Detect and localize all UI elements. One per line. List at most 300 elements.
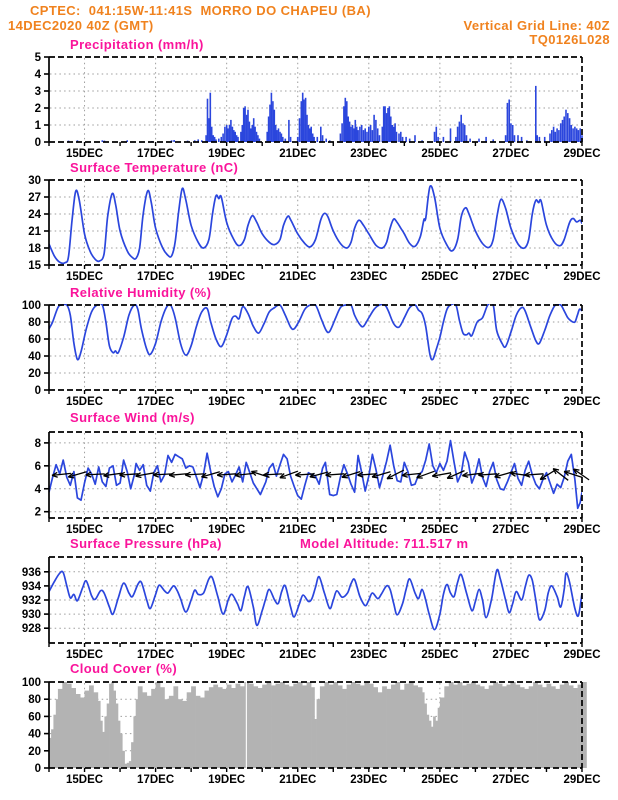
- bar: [457, 127, 459, 142]
- bar: [116, 704, 119, 769]
- bar: [547, 684, 552, 768]
- y-tick-label: 4: [34, 69, 41, 81]
- bar: [257, 135, 259, 142]
- bar: [386, 113, 388, 142]
- bar: [462, 685, 467, 768]
- bar: [290, 137, 292, 142]
- bar: [356, 127, 358, 142]
- bar: [252, 125, 254, 142]
- bar: [209, 687, 214, 768]
- x-tick-label: 27DEC: [492, 524, 530, 536]
- bar: [244, 106, 246, 142]
- y-tick-label: 4: [34, 483, 41, 496]
- bar: [276, 130, 278, 142]
- bar: [389, 106, 391, 142]
- y-tick-label: 40: [28, 351, 41, 363]
- panel-title-cloud-cover: Cloud Cover (%): [70, 661, 178, 676]
- bar: [555, 132, 557, 142]
- x-tick-label: 29DEC: [563, 524, 601, 536]
- bar: [378, 692, 383, 768]
- wind-arrowhead: [462, 476, 468, 478]
- bar: [234, 132, 236, 142]
- bar: [227, 685, 232, 768]
- x-tick-label: 17DEC: [137, 649, 175, 661]
- bar: [275, 125, 277, 142]
- x-tick-label: 21DEC: [279, 774, 317, 786]
- bar: [276, 684, 281, 768]
- bar: [151, 689, 156, 768]
- bar: [302, 685, 307, 768]
- bar: [129, 761, 132, 768]
- bar: [353, 128, 355, 142]
- bar: [347, 685, 352, 768]
- bar: [247, 110, 249, 142]
- bar: [355, 120, 357, 142]
- bar: [578, 130, 580, 142]
- bar: [122, 751, 125, 768]
- bar: [444, 686, 449, 768]
- bar: [53, 715, 56, 768]
- bar: [383, 106, 385, 142]
- bar: [309, 128, 311, 142]
- bar: [293, 684, 298, 768]
- y-tick-label: 3: [34, 86, 41, 98]
- y-tick-label: 100: [21, 300, 41, 312]
- y-tick-label: 1: [34, 120, 41, 132]
- bar: [271, 93, 273, 142]
- x-tick-label: 17DEC: [137, 271, 175, 283]
- bar: [538, 685, 543, 768]
- bar: [262, 685, 267, 768]
- bar: [229, 125, 231, 142]
- bar: [289, 686, 294, 768]
- bar: [478, 139, 480, 142]
- bar: [240, 132, 242, 142]
- bar: [387, 108, 389, 142]
- y-tick-label: 8: [34, 437, 41, 450]
- bar: [436, 127, 438, 142]
- bar: [205, 691, 210, 768]
- bar: [232, 127, 234, 142]
- wind-arrowhead: [202, 477, 208, 478]
- bar: [280, 682, 285, 768]
- bar: [173, 686, 178, 768]
- bar: [493, 682, 498, 768]
- bar: [200, 698, 205, 769]
- bar: [572, 128, 574, 142]
- panel-relative-humidity: [22, 300, 601, 408]
- x-tick-label: 15DEC: [65, 774, 104, 786]
- bar: [507, 685, 512, 768]
- bar: [434, 132, 436, 142]
- bar: [533, 682, 538, 768]
- x-tick-label: 17DEC: [137, 524, 175, 536]
- x-tick-label: 29DEC: [563, 271, 601, 283]
- bar: [249, 684, 254, 768]
- y-tick-label: 24: [28, 209, 41, 221]
- bar: [438, 708, 441, 768]
- bar: [524, 689, 529, 768]
- bar: [113, 691, 116, 768]
- bar: [307, 682, 312, 768]
- bar: [226, 125, 228, 142]
- bar: [67, 684, 72, 768]
- cloud-cover-fill: [49, 682, 587, 768]
- bar: [569, 118, 571, 142]
- bar: [205, 135, 207, 142]
- x-tick-label: 23DEC: [350, 649, 388, 661]
- bar: [142, 692, 147, 768]
- bar: [529, 686, 534, 768]
- x-tick-label: 23DEC: [350, 271, 388, 283]
- x-tick-label: 19DEC: [208, 649, 246, 661]
- x-tick-label: 29DEC: [563, 774, 601, 786]
- bar: [131, 742, 134, 768]
- bar: [196, 696, 201, 768]
- bar: [467, 684, 472, 768]
- x-tick-label: 25DEC: [421, 524, 459, 536]
- panel-precipitation: [35, 52, 601, 160]
- bar: [564, 682, 569, 768]
- y-tick-label: 2: [34, 103, 41, 115]
- x-tick-label: 21DEC: [279, 148, 317, 160]
- bar: [272, 101, 274, 142]
- bar: [230, 120, 232, 142]
- bar: [349, 122, 351, 142]
- bar: [393, 127, 395, 142]
- y-tick-label: 21: [28, 226, 41, 238]
- bar: [187, 692, 192, 768]
- x-tick-label: 15DEC: [65, 271, 104, 283]
- bar: [460, 115, 462, 142]
- y-tick-label: 60: [28, 711, 41, 724]
- bar: [104, 716, 107, 768]
- bar: [414, 135, 416, 142]
- x-tick-label: 29DEC: [563, 649, 601, 661]
- bar: [390, 117, 392, 143]
- bar: [213, 685, 218, 768]
- bar: [505, 135, 507, 142]
- bar: [379, 135, 381, 142]
- panel-surface-wind: [35, 432, 601, 536]
- x-tick-label: 15DEC: [65, 396, 104, 408]
- x-tick-label: 23DEC: [350, 396, 388, 408]
- bar: [325, 139, 327, 142]
- bar: [303, 100, 305, 143]
- bar: [384, 106, 386, 142]
- bar: [462, 123, 464, 142]
- x-tick-label: 25DEC: [421, 774, 459, 786]
- bar: [366, 132, 368, 142]
- panel-title-pressure: Surface Pressure (hPa): [70, 536, 222, 551]
- bar: [556, 128, 558, 142]
- bar: [278, 128, 280, 142]
- bar: [212, 135, 214, 142]
- y-tick-label: 934: [21, 580, 41, 593]
- bar: [361, 125, 363, 142]
- x-tick-label: 21DEC: [279, 524, 317, 536]
- bar: [311, 687, 315, 768]
- model-altitude-label: Model Altitude: 711.517 m: [300, 536, 469, 551]
- bar: [579, 128, 581, 142]
- wind-arrowhead: [68, 477, 74, 478]
- bar: [147, 696, 152, 768]
- x-tick-label: 19DEC: [208, 271, 246, 283]
- bar: [576, 128, 578, 142]
- bar: [440, 698, 445, 769]
- bar: [306, 115, 308, 142]
- bar: [320, 127, 322, 142]
- y-tick-label: 18: [28, 243, 41, 255]
- y-tick-label: 930: [21, 609, 41, 622]
- bar: [138, 686, 143, 768]
- x-tick-label: 23DEC: [350, 774, 388, 786]
- x-tick-label: 15DEC: [65, 524, 104, 536]
- bar: [342, 689, 347, 768]
- y-tick-label: 80: [28, 317, 41, 329]
- bar: [357, 130, 359, 142]
- y-tick-label: 27: [28, 192, 41, 204]
- panel-surface-temperature: [28, 175, 600, 283]
- bar: [305, 98, 307, 142]
- bar: [345, 98, 347, 142]
- bar: [363, 130, 365, 142]
- bar: [563, 117, 565, 143]
- y-tick-label: 40: [28, 728, 41, 741]
- bar: [409, 682, 414, 768]
- bar: [271, 685, 276, 768]
- bar: [301, 101, 303, 142]
- bar: [227, 128, 229, 142]
- x-tick-label: 29DEC: [563, 148, 601, 160]
- x-tick-label: 23DEC: [350, 148, 388, 160]
- y-tick-label: 0: [34, 137, 41, 149]
- bar: [565, 110, 567, 142]
- bar: [211, 127, 213, 142]
- bar: [169, 696, 174, 768]
- x-tick-label: 23DEC: [350, 524, 388, 536]
- bar: [253, 118, 255, 142]
- bar: [133, 716, 136, 768]
- bar: [236, 135, 238, 142]
- y-tick-label: 936: [21, 566, 41, 579]
- bar: [317, 137, 319, 142]
- bar: [551, 686, 556, 768]
- bar: [254, 127, 256, 142]
- bar: [178, 699, 183, 768]
- y-tick-label: 20: [28, 368, 41, 380]
- bar: [511, 682, 516, 768]
- bar: [85, 691, 90, 768]
- bar: [233, 130, 235, 142]
- bar: [51, 729, 54, 768]
- x-tick-label: 21DEC: [279, 649, 317, 661]
- bar: [558, 130, 560, 142]
- bar: [394, 123, 396, 142]
- bar: [298, 682, 303, 768]
- bar: [498, 684, 503, 768]
- bar: [356, 684, 361, 768]
- bar: [466, 135, 468, 142]
- panel-title-humidity: Relative Humidity (%): [70, 285, 212, 300]
- bar: [302, 93, 304, 142]
- bar: [555, 689, 560, 768]
- bar: [370, 125, 372, 142]
- x-tick-label: 17DEC: [137, 148, 175, 160]
- bar: [364, 128, 366, 142]
- bar: [98, 701, 101, 768]
- bar: [249, 122, 251, 142]
- bar: [352, 125, 354, 142]
- wind-arrowhead: [402, 475, 408, 477]
- y-tick-label: 928: [21, 623, 41, 636]
- bar: [247, 682, 249, 768]
- bar: [107, 704, 110, 769]
- bar: [489, 685, 494, 768]
- bar: [373, 115, 375, 142]
- bar: [459, 122, 461, 142]
- bar: [382, 127, 384, 142]
- bar: [573, 688, 578, 768]
- y-tick-label: 20: [28, 745, 41, 758]
- bar: [165, 699, 170, 768]
- bar: [343, 106, 345, 142]
- bar: [398, 134, 400, 143]
- bar: [314, 719, 317, 768]
- x-tick-label: 27DEC: [492, 774, 530, 786]
- bar: [464, 125, 466, 142]
- bar: [310, 127, 312, 142]
- bar: [102, 140, 104, 142]
- bar: [267, 682, 272, 768]
- x-tick-label: 15DEC: [65, 148, 104, 160]
- wind-arrowhead: [136, 476, 142, 477]
- bar: [160, 687, 165, 768]
- bar: [364, 682, 369, 768]
- bar: [156, 682, 161, 768]
- bar: [253, 686, 258, 768]
- wind-arrowhead: [251, 471, 257, 472]
- bar: [89, 685, 94, 768]
- bar: [333, 682, 338, 768]
- bar: [520, 687, 525, 768]
- bar: [536, 135, 538, 142]
- precipitation-bars: [68, 86, 583, 142]
- x-tick-label: 21DEC: [279, 271, 317, 283]
- station-header: CPTEC: 041:15W-11:41S MORRO DO CHAPEU (BA): [30, 3, 371, 18]
- bar: [71, 688, 76, 768]
- bar: [218, 687, 223, 768]
- bar: [246, 115, 248, 142]
- bar: [324, 682, 329, 768]
- wind-arrowhead: [169, 475, 175, 477]
- bar: [359, 127, 361, 142]
- bar: [560, 685, 565, 768]
- bar: [512, 125, 514, 142]
- wind-arrowhead: [372, 477, 378, 478]
- panel-title-wind: Surface Wind (m/s): [70, 410, 195, 425]
- x-tick-label: 19DEC: [208, 148, 246, 160]
- bar: [400, 132, 402, 142]
- bar: [207, 99, 209, 142]
- bar: [266, 132, 268, 142]
- bar: [569, 685, 574, 768]
- bar: [502, 686, 507, 768]
- bar: [400, 690, 405, 768]
- bar: [515, 685, 520, 768]
- bar: [281, 134, 283, 143]
- y-tick-label: 30: [28, 175, 41, 187]
- panel-surface-pressure: [22, 557, 601, 661]
- y-tick-label: 60: [28, 334, 41, 346]
- bar: [433, 716, 436, 768]
- bar: [392, 125, 394, 142]
- bar: [224, 127, 226, 142]
- bar: [93, 692, 98, 768]
- bar: [191, 686, 196, 768]
- bar: [435, 721, 438, 768]
- x-tick-label: 25DEC: [421, 148, 459, 160]
- bar: [231, 688, 236, 768]
- bar: [373, 687, 378, 768]
- y-tick-label: 15: [28, 260, 41, 272]
- bar: [549, 134, 551, 143]
- bar: [453, 685, 458, 768]
- bar: [218, 139, 220, 142]
- bar: [250, 128, 252, 142]
- panel-title-temperature: Surface Temperature (nC): [70, 160, 239, 175]
- bar: [308, 125, 310, 142]
- bar: [443, 137, 445, 142]
- bar: [387, 689, 392, 768]
- bar: [508, 100, 510, 143]
- relative-humidity-line: [49, 303, 582, 360]
- bar: [244, 682, 245, 768]
- bar: [341, 123, 343, 142]
- bar: [288, 120, 290, 142]
- bar: [312, 134, 314, 143]
- bar: [346, 101, 348, 142]
- bar: [80, 698, 85, 769]
- bar: [58, 689, 63, 768]
- y-tick-label: 0: [34, 763, 41, 775]
- bar: [484, 689, 489, 768]
- x-tick-label: 27DEC: [492, 148, 530, 160]
- bar: [76, 694, 81, 768]
- bar: [268, 117, 270, 143]
- bar: [449, 682, 454, 768]
- bar: [395, 682, 400, 768]
- bar: [299, 118, 301, 142]
- bar: [471, 682, 476, 768]
- bar: [284, 685, 289, 768]
- bar: [242, 125, 244, 142]
- y-tick-label: 2: [34, 506, 41, 519]
- bar: [372, 130, 374, 142]
- bar: [458, 682, 463, 768]
- vertical-grid-label: Vertical Grid Line: 40Z: [463, 18, 610, 33]
- bar: [562, 120, 564, 142]
- x-tick-label: 17DEC: [137, 396, 175, 408]
- bar: [269, 105, 271, 142]
- bar: [427, 715, 430, 768]
- y-tick-label: 0: [34, 385, 41, 397]
- bar: [514, 135, 516, 142]
- bar: [222, 689, 227, 768]
- bar: [340, 134, 342, 143]
- x-tick-label: 19DEC: [208, 774, 246, 786]
- wind-arrowhead: [495, 477, 501, 478]
